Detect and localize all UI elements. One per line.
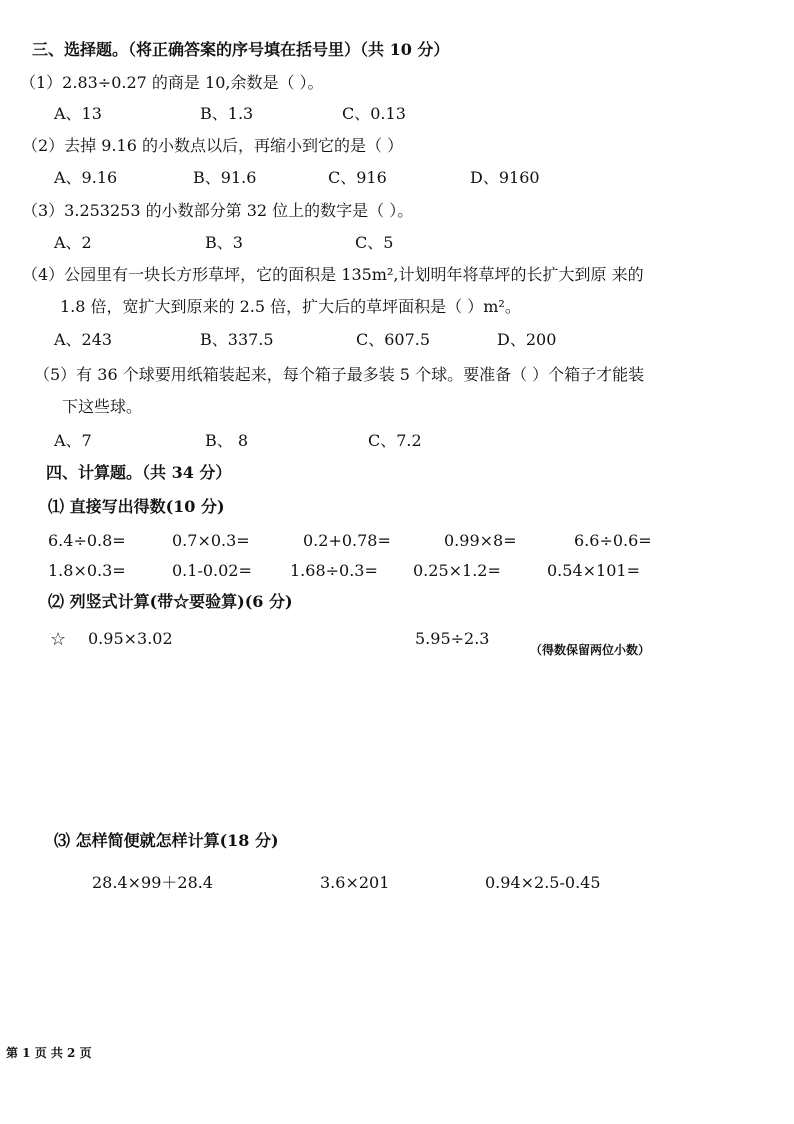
q5-stem-line2: 下这些球。	[62, 397, 143, 416]
section4-title: 四、计算题。（共 34 分）	[46, 463, 232, 482]
q2-option-a: A、9.16	[54, 168, 118, 187]
simplify-calc-3: 0.94×2.5-0.45	[485, 873, 601, 892]
calc-1-2: 0.7×0.3=	[172, 531, 250, 550]
q5-option-a: A、7	[54, 431, 92, 450]
q3-option-b: B、3	[205, 233, 243, 252]
q4-stem-line1: （4）公园里有一块长方形草坪，它的面积是 135m²,计划明年将草坪的长扩大到原 来的	[22, 265, 644, 284]
q2-option-c: C、916	[328, 168, 387, 187]
q5-stem-line1: （5）有 36 个球要用纸箱装起来，每个箱子最多装 5 个球。要准备（ ）个箱子才能装	[34, 365, 645, 384]
part3-title: ⑶ 怎样简便就怎样计算(18 分)	[54, 831, 279, 850]
part2-title: ⑵ 列竖式计算(带☆要验算)(6 分)	[48, 592, 293, 611]
calc-1-4: 0.99×8=	[444, 531, 517, 550]
q4-option-d: D、200	[497, 330, 557, 349]
star-icon: ☆	[50, 629, 67, 650]
q3-stem: （3）3.253253 的小数部分第 32 位上的数字是（ ）。	[22, 201, 414, 220]
page-footer: 第 1 页 共 2 页	[6, 1046, 92, 1060]
q3-option-c: C、5	[355, 233, 394, 252]
rounding-note: （得数保留两位小数）	[530, 643, 651, 657]
calc-2-2: 0.1-0.02=	[172, 561, 252, 580]
q1-option-a: A、13	[54, 104, 102, 123]
calc-2-5: 0.54×101=	[547, 561, 640, 580]
q5-option-c: C、7.2	[368, 431, 422, 450]
calc-1-5: 6.6÷0.6=	[574, 531, 652, 550]
q4-stem-line2: 1.8 倍，宽扩大到原来的 2.5 倍，扩大后的草坪面积是（ ）m²。	[60, 297, 521, 316]
q4-option-a: A、243	[54, 330, 113, 349]
simplify-calc-2: 3.6×201	[320, 873, 390, 892]
calc-2-3: 1.68÷0.3=	[290, 561, 378, 580]
vertical-calc-1: 0.95×3.02	[88, 629, 173, 648]
section3-title: 三、选择题。（将正确答案的序号填在括号里）（共 10 分）	[32, 40, 450, 59]
q4-option-b: B、337.5	[200, 330, 274, 349]
q5-option-b: B、 8	[205, 431, 249, 450]
simplify-calc-1: 28.4×99＋28.4	[92, 873, 214, 892]
calc-1-3: 0.2+0.78=	[303, 531, 391, 550]
calc-2-1: 1.8×0.3=	[48, 561, 126, 580]
q4-option-c: C、607.5	[356, 330, 431, 349]
q2-stem: （2）去掉 9.16 的小数点以后，再缩小到它的是（ ）	[22, 136, 404, 155]
calc-1-1: 6.4÷0.8=	[48, 531, 126, 550]
q1-option-c: C、0.13	[342, 104, 406, 123]
q2-option-d: D、9160	[470, 168, 540, 187]
q3-option-a: A、2	[54, 233, 92, 252]
calc-2-4: 0.25×1.2=	[413, 561, 501, 580]
q2-option-b: B、91.6	[193, 168, 257, 187]
q1-option-b: B、1.3	[200, 104, 254, 123]
vertical-calc-2: 5.95÷2.3	[415, 629, 490, 648]
q1-stem: （1）2.83÷0.27 的商是 10,余数是（ ）。	[20, 73, 324, 92]
part1-title: ⑴ 直接写出得数(10 分)	[48, 497, 225, 516]
